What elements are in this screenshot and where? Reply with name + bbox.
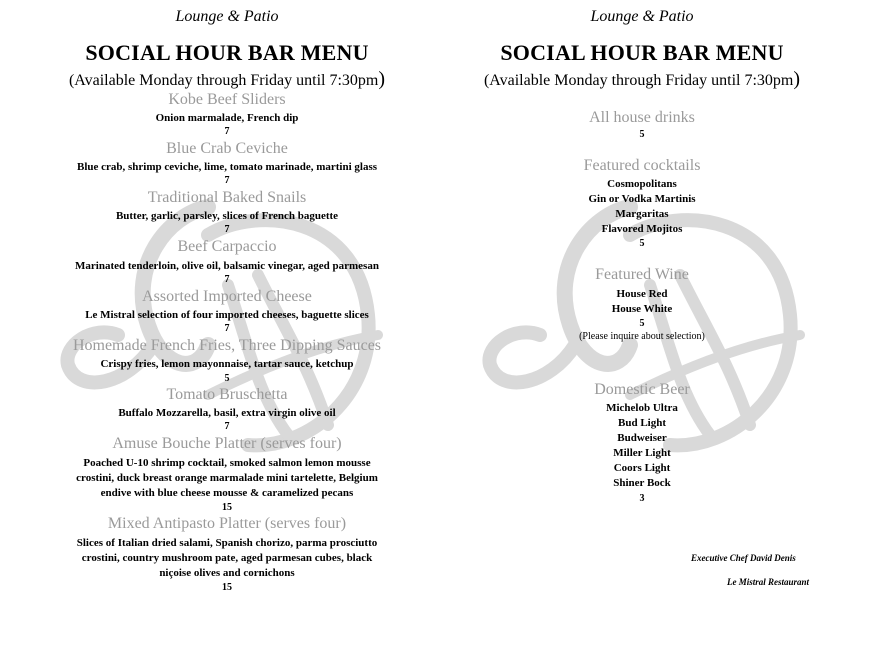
menu-item-name: Homemade French Fries, Three Dipping Sauces <box>72 337 382 354</box>
drink-section-price: 5 <box>639 129 645 140</box>
chef-credit: Executive Chef David Denis <box>691 553 796 563</box>
menu-item-desc: Butter, garlic, parsley, slices of French baguette <box>115 210 339 222</box>
drink-item: Cosmopolitans <box>607 178 677 190</box>
menu-item-name: Tomato Bruschetta <box>166 386 288 403</box>
menu-item-price: 7 <box>224 421 230 432</box>
menu-item-name: Assorted Imported Cheese <box>142 288 312 305</box>
drink-item: Flavored Mojitos <box>601 223 683 235</box>
drink-item: Bud Light <box>618 417 666 429</box>
menu-item-desc-line: endive with blue cheese mousse & caramelized pecans <box>100 487 354 499</box>
menu-item-price: 7 <box>224 126 230 137</box>
menu-item-desc: Crispy fries, lemon mayonnaise, tartar sauce, ketchup <box>100 358 354 370</box>
menu-item-desc: Marinated tenderloin, olive oil, balsamic vinegar, aged parmesan <box>75 260 379 272</box>
menu-item-name: Beef Carpaccio <box>177 238 277 255</box>
menu-item-desc: Buffalo Mozzarella, basil, extra virgin olive oil <box>118 407 336 419</box>
menu-item-desc: Onion marmalade, French dip <box>155 112 299 124</box>
selection-note: (Please inquire about selection) <box>579 331 705 342</box>
menu-title: SOCIAL HOUR BAR MENU <box>500 40 784 65</box>
menu-item-desc: Le Mistral selection of four imported cheeses, baguette slices <box>85 309 369 321</box>
menu-item-price: 5 <box>224 373 230 384</box>
menu-item-name: Traditional Baked Snails <box>147 189 307 206</box>
menu-item-desc-line: crostini, duck breast orange marmalade mini tartelette, Belgium <box>76 472 378 484</box>
menu-item-price: 7 <box>224 175 230 186</box>
drink-item: House White <box>611 303 673 315</box>
drink-section-price: 5 <box>639 238 645 249</box>
menu-item-name: Amuse Bouche Platter (serves four) <box>112 435 342 452</box>
venue-label: Lounge & Patio <box>175 8 279 25</box>
availability-note: (Available Monday through Friday until 7:30pm) <box>68 68 386 90</box>
drink-item: House Red <box>616 288 668 300</box>
drink-item: Shiner Bock <box>613 477 671 489</box>
venue-label: Lounge & Patio <box>590 8 694 25</box>
drink-section-name: Featured cocktails <box>583 157 701 174</box>
menu-item-desc-line: Poached U-10 shrimp cocktail, smoked salmon lemon mousse <box>83 457 371 469</box>
restaurant-name: Le Mistral Restaurant <box>727 577 810 587</box>
drink-section-name: All house drinks <box>589 109 695 126</box>
drink-item: Margaritas <box>615 208 669 220</box>
menu-title: SOCIAL HOUR BAR MENU <box>85 40 369 65</box>
menu-item-name: Kobe Beef Sliders <box>168 91 286 108</box>
drink-section-price: 3 <box>639 493 645 504</box>
menu-item-desc-line: niçoise olives and cornichons <box>159 567 295 579</box>
drink-item: Gin or Vodka Martinis <box>588 193 696 205</box>
menu-item-name: Mixed Antipasto Platter (serves four) <box>107 515 347 532</box>
menu-item-price: 7 <box>224 224 230 235</box>
menu-item-price: 7 <box>224 274 230 285</box>
drink-section-price: 5 <box>639 318 645 329</box>
availability-note: (Available Monday through Friday until 7:30pm) <box>483 68 801 90</box>
drink-section-name: Domestic Beer <box>594 381 690 398</box>
drink-item: Budweiser <box>617 432 667 444</box>
drink-item: Miller Light <box>613 447 671 459</box>
drink-item: Coors Light <box>613 462 671 474</box>
menu-item-price: 15 <box>222 582 232 593</box>
menu-item-desc-line: Slices of Italian dried salami, Spanish chorizo, parma prosciutto <box>76 537 378 549</box>
menu-item-name: Blue Crab Ceviche <box>166 140 288 157</box>
drink-item: Michelob Ultra <box>606 402 678 414</box>
menu-item-price: 15 <box>222 502 232 513</box>
menu-item-desc: Blue crab, shrimp ceviche, lime, tomato marinade, martini glass <box>76 161 378 173</box>
menu-item-desc-line: crostini, country mushroom pate, aged parmesan cubes, black <box>81 552 373 564</box>
menu-item-price: 7 <box>224 323 230 334</box>
drink-section-name: Featured Wine <box>595 266 689 283</box>
